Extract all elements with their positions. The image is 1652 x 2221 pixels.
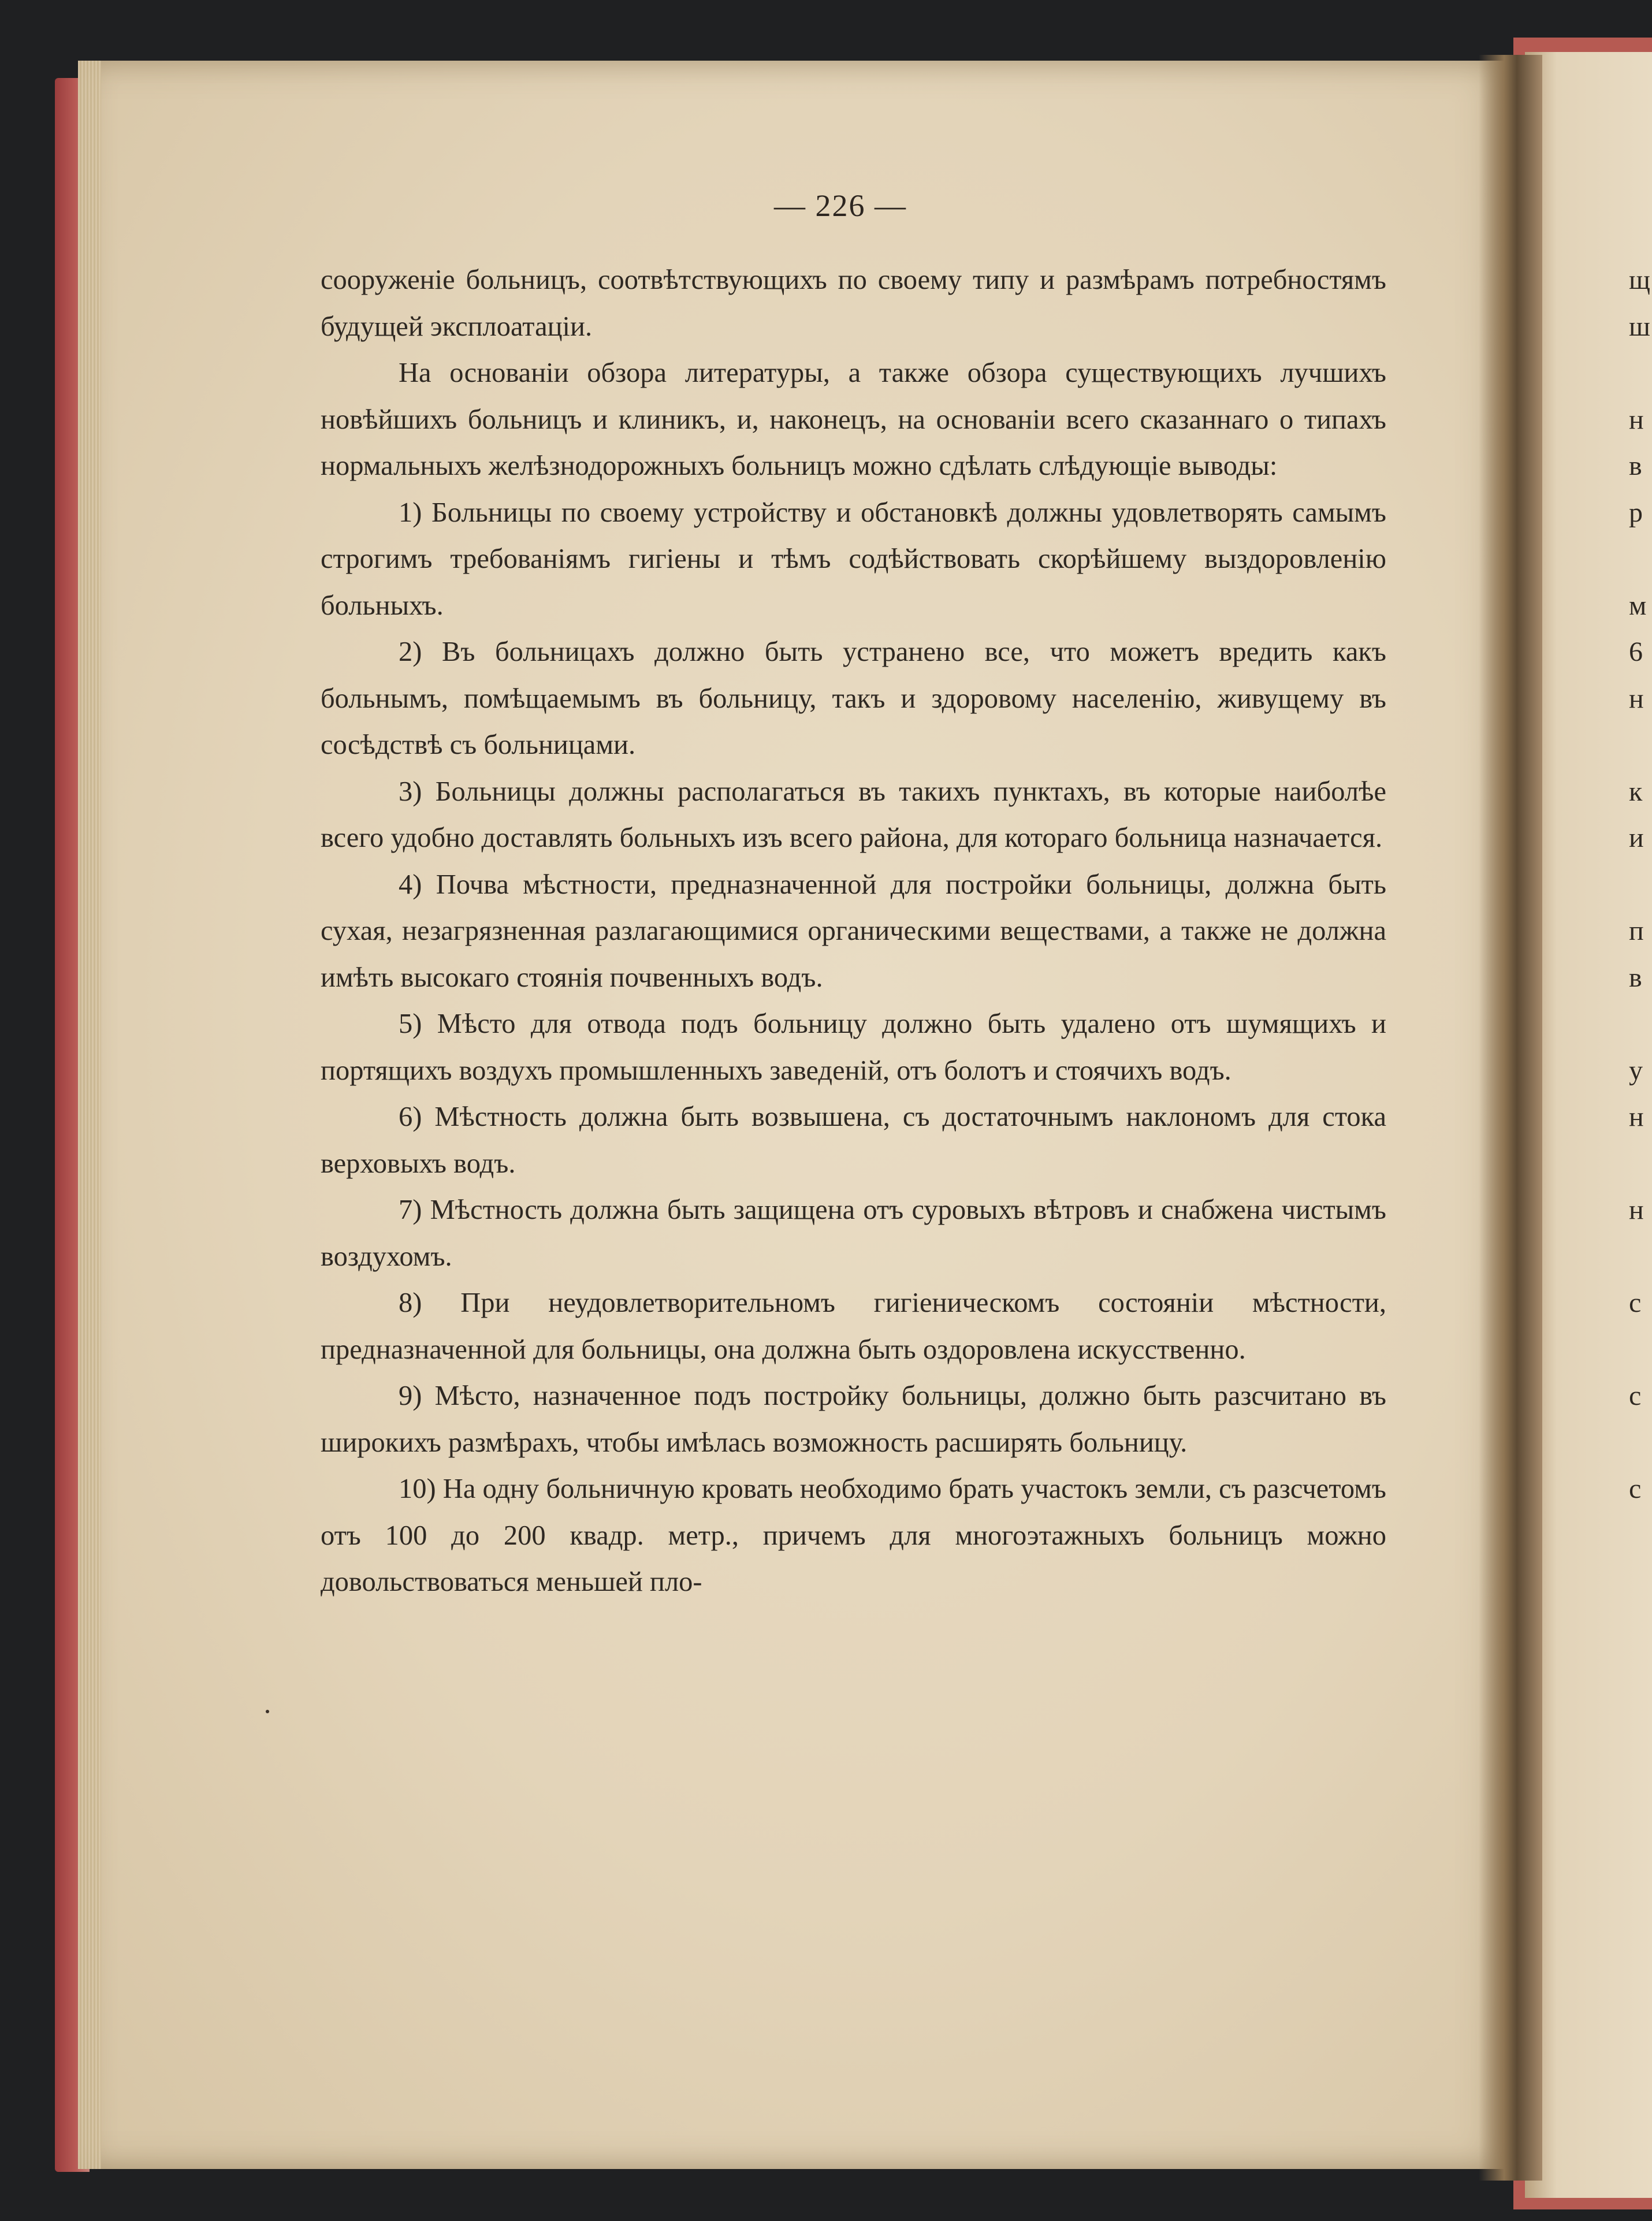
fragment-letter [1629,1420,1652,1467]
fragment-letter [1629,536,1652,583]
fragment-letter [1629,1513,1652,1560]
fragment-letter: к [1629,776,1643,807]
fragment-letter: в [1629,962,1642,993]
fragment-letter: н [1629,1195,1644,1225]
fragment-letter: н [1629,404,1644,435]
paragraph: 1) Больницы по своему устройству и обстановкѣ должны удовлетворять самымъ строгимъ требованіямъ гигіены и тѣмъ содѣйствовать скорѣйшему выздоровленію больныхъ. [321,497,1386,621]
paragraph: 7) Мѣстность должна быть защищена отъ суровыхъ вѣтровъ и снабжена чистымъ воздухомъ. [321,1195,1386,1272]
book-gutter [1479,55,1542,2181]
fragment-letter: у [1629,1055,1643,1086]
ink-speck [266,1710,269,1713]
page-text [321,257,1386,1606]
fragment-letter [1629,1001,1652,1048]
fragment-letter: м [1629,590,1647,621]
paragraph: 9) Мѣсто, назначенное подъ постройку больницы, должно быть разсчитано въ широкихъ размѣрахъ, чтобы имѣлась возможность расширять больницу. [321,1381,1386,1458]
fragment-letter: н [1629,1102,1644,1132]
fragment-letter [1629,722,1652,769]
paragraph: 10) На одну больничную кровать необходимо брать участокъ земли, съ разсчетомъ отъ 100 до 200 квадр. метр., причемъ для многоэтажныхъ больницъ можно довольствоваться меньшей пло- [321,1474,1386,1597]
paragraph: сооруженіе больницъ, соотвѣтствующихъ по своему типу и размѣрамъ потребностямъ будущей эксплоатаціи. [321,265,1386,342]
fragment-letter: с [1629,1474,1642,1504]
fragment-letter [1629,862,1652,909]
paragraph: 2) Въ больницахъ должно быть устранено все, что можетъ вредить какъ больнымъ, помѣщаемымъ въ больницу, такъ и здоровому населенію, живущему въ сосѣдствѣ съ больницами. [321,637,1386,760]
fragment-letter [1629,1141,1652,1188]
fragment-letter: и [1629,823,1644,853]
page-stack-edge [78,61,101,2169]
fragment-letter: р [1629,497,1643,528]
fragment-letter: щ [1629,265,1650,295]
fragment-letter: н [1629,683,1644,714]
fragment-letter [1629,1234,1652,1281]
fragment-letter: с [1629,1381,1642,1411]
fragment-letter: п [1629,916,1644,946]
paragraph: 6) Мѣстность должна быть возвышена, съ достаточнымъ наклономъ для стока верховыхъ водъ. [321,1102,1386,1179]
fragment-letter [1629,1327,1652,1374]
fragment-letter: 6 [1629,637,1643,667]
fragment-letter: с [1629,1288,1642,1318]
fragment-letter: в [1629,451,1642,481]
fragment-letter: ш [1629,311,1650,342]
page-number: — 226 — [774,188,907,223]
paragraph: На основаніи обзора литературы, а также обзора существующихъ лучшихъ новѣйшихъ больницъ и клиникъ, и, наконецъ, на основаніи всего сказаннаго о типахъ нормальныхъ желѣзнодорожныхъ больницъ можно сдѣлать слѣдующіе выводы: [321,358,1386,481]
paragraph: 8) При неудовлетворительномъ гигіеническомъ состояніи мѣстности, предназначенной для больницы, она должна быть оздоровлена искусственно. [321,1288,1386,1365]
next-page-fragment [1629,257,1652,1559]
paragraph: 3) Больницы должны располагаться въ такихъ пунктахъ, въ которые наиболѣе всего удобно доставлять больныхъ изъ всего района, для котораго больница назначается. [321,776,1386,853]
paragraph: 5) Мѣсто для отвода подъ больницу должно быть удалено отъ шумящихъ и портящихъ воздухъ промышленныхъ заведеній, отъ болотъ и стоячихъ водъ. [321,1009,1386,1086]
paragraph: 4) Почва мѣстности, предназначенной для постройки больницы, должна быть сухая, незагрязненная разлагающимися органическими веществами, а также не должна имѣть высокаго стоянія почвенныхъ водъ. [321,869,1386,993]
fragment-letter [1629,350,1652,397]
